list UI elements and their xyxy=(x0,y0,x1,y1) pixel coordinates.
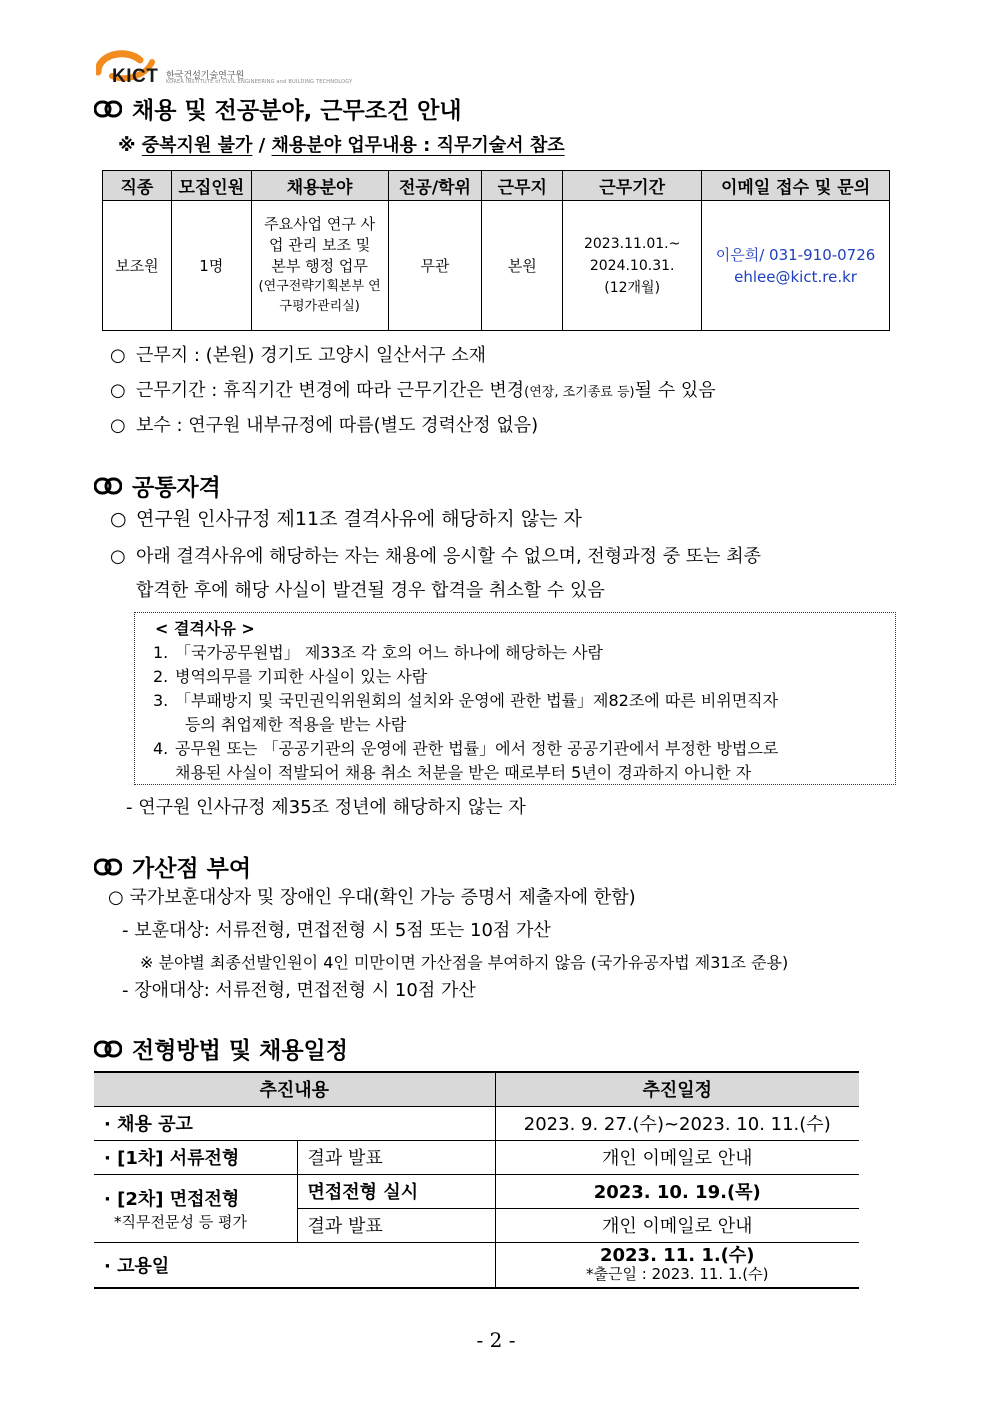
section-heading-schedule xyxy=(94,1032,348,1065)
table-header: 추진내용 xyxy=(94,1072,495,1106)
box-title: < 결격사유 > xyxy=(155,619,255,638)
table-header: 추진일정 xyxy=(495,1072,859,1106)
bullet-worksite: ○ 근무지 : (본원) 경기도 고양시 일산서구 소재 xyxy=(110,345,487,366)
retirement-note: - 연구원 인사규정 제35조 정년에 해당하지 않는 자 xyxy=(126,797,526,818)
table-header: 이메일 접수 및 문의 xyxy=(702,171,890,201)
section-title: 채용 및 전공분야, 근무조건 안내 xyxy=(132,98,462,124)
cell-field: 주요사업 연구 사업 관리 보조 및 본부 행정 업무 (연구전략기획본부 연구평가관리실) xyxy=(251,201,388,331)
link-icon xyxy=(94,100,122,118)
qualification-bullet-2: ○ 아래 결격사유에 해당하는 자는 채용에 응시할 수 없으며, 전형과정 중 또는 최종 합격한 후에 해당 사실이 발견될 경우 합격을 취소할 수 있음 xyxy=(110,546,762,601)
bonus-main: ○ 국가보훈대상자 및 장애인 우대(확인 가능 증명서 제출자에 한함) xyxy=(108,887,636,908)
qualification-bullet-1: ○ 연구원 인사규정 제11조 결격사유에 해당하지 않는 자 xyxy=(110,508,582,530)
note-line: ※ 중복지원 불가 / 채용분야 업무내용 : 직무기술서 참조 xyxy=(118,135,565,156)
table-header: 직종 xyxy=(103,171,172,201)
section-heading-bonus xyxy=(94,850,251,883)
table-header: 근무기간 xyxy=(563,171,702,201)
table-header-row xyxy=(94,1072,859,1106)
bonus-disabled: - 장애대상: 서류전형, 면접전형 시 10점 가산 xyxy=(122,980,476,1001)
contact-email-link[interactable]: ehlee@kict.re.kr xyxy=(734,267,857,286)
contact-phone: 이은희/ 031-910-0726 xyxy=(715,245,876,264)
table-header: 모집인원 xyxy=(171,171,251,201)
table-row: 결과 발표 개인 이메일로 안내 xyxy=(94,1208,859,1242)
page-number: - 2 - xyxy=(476,1328,516,1352)
list-item: 3. 「부패방지 및 국민권익위원회의 설치와 운영에 관한 법률」제82조에 따른 비위면직자 xyxy=(153,691,779,710)
link-icon xyxy=(94,1040,122,1058)
cell-major: 무관 xyxy=(388,201,482,331)
link-icon xyxy=(94,477,122,495)
cell-job: 보조원 xyxy=(103,201,172,331)
bullet-salary: ○ 보수 : 연구원 내부규정에 따름(별도 경력산정 없음) xyxy=(110,415,539,436)
table-row: · [1차] 서류전형 결과 발표 개인 이메일로 안내 xyxy=(94,1140,859,1174)
table-row: · 고용일 2023. 11. 1.(수) *출근일 : 2023. 11. 1.(수) xyxy=(94,1242,859,1288)
table-header: 채용분야 xyxy=(251,171,388,201)
section-heading-recruitment xyxy=(94,92,462,125)
recruitment-table xyxy=(102,170,890,331)
note-no-duplicate: 중복지원 불가 xyxy=(141,135,253,156)
cell-contact xyxy=(702,201,890,331)
logo-name-ko: 한국건설기술연구원 xyxy=(166,71,245,81)
bonus-veterans: - 보훈대상: 서류전형, 면접전형 시 5점 또는 10점 가산 xyxy=(122,920,551,941)
link-icon xyxy=(94,858,122,876)
cell-location: 본원 xyxy=(482,201,563,331)
list-item: 1. 「국가공무원법」 제33조 각 호의 어느 하나에 해당하는 사람 xyxy=(153,643,603,662)
cell-count: 1명 xyxy=(171,201,251,331)
logo-abbr: KICT xyxy=(112,66,159,87)
table-row: · [2차] 면접전형 *직무전문성 등 평가 면접전형 실시 2023. 10. 19.(목) xyxy=(94,1174,859,1208)
cell-period: 2023.11.01.~ 2024.10.31. (12개월) xyxy=(563,201,702,331)
section-title: 공통자격 xyxy=(132,475,221,501)
list-item: 4. 공무원 또는 「공공기관의 운영에 관한 법률」에서 정한 공공기관에서 부정한 방법으로 xyxy=(153,739,779,758)
bonus-note: ※ 분야별 최종선발인원이 4인 미만이면 가산점을 부여하지 않음 (국가유공자법 제31조 준용) xyxy=(140,953,789,972)
section-heading-qualifications xyxy=(94,469,221,502)
schedule-table xyxy=(94,1071,859,1289)
table-row xyxy=(103,201,890,331)
bullet-period: ○ 근무기간 : 휴직기간 변경에 따라 근무기간은 변경(연장, 조기종료 등)될 수 있음 xyxy=(110,380,716,401)
logo-name-en: KOREA INSTITUTE of CIVIL ENGINEERING and BUILDING TECHNOLOGY xyxy=(166,79,353,85)
table-header-row xyxy=(103,171,890,201)
section-title: 전형방법 및 채용일정 xyxy=(132,1038,348,1064)
table-header: 근무지 xyxy=(482,171,563,201)
note-job-description: 채용분야 업무내용 : 직무기술서 참조 xyxy=(271,135,565,156)
table-header: 전공/학위 xyxy=(388,171,482,201)
list-item: 2. 병역의무를 기피한 사실이 있는 사람 xyxy=(153,667,428,686)
disqualification-box: < 결격사유 > 1. 「국가공무원법」 제33조 각 호의 어느 하나에 해당하는 사람 2. 병역의무를 기피한 사실이 있는 사람 3. 「부패방지 및 국민권익위원회의 설치와 운영에 관한 법률」제82조에 따른 비위면직자 등의 취업제한 적용을 받는 사람 4. 공무원 또는 「공공기관의 운영에 관한 법률」에서 정한 공공기관에서 부정한 방법으로 채용된 사실이 적발되어 채용 취소 처분을 받은 때로부터 5년이 경과하지 아니한 자 xyxy=(134,612,896,785)
section-title: 가산점 부여 xyxy=(132,856,252,882)
table-row: · 채용 공고 2023. 9. 27.(수)~2023. 10. 11.(수) xyxy=(94,1106,859,1140)
